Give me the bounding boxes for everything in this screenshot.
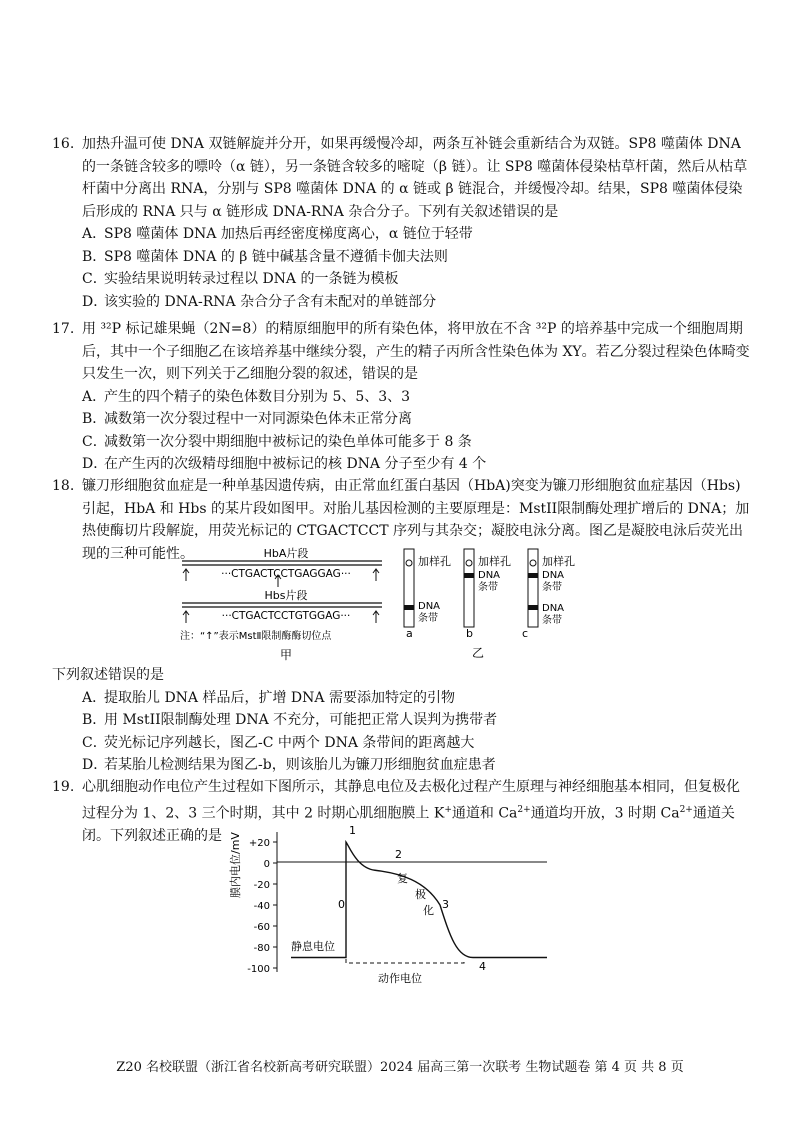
- band-label-b-1: DNA: [478, 570, 501, 581]
- question-16: [52, 133, 752, 313]
- question-18-options: [52, 664, 752, 777]
- chart-ylabel: 膜内电位/mV: [229, 832, 242, 898]
- question-17: [52, 318, 752, 476]
- band-label-c-lower-2: 条带: [542, 615, 562, 626]
- hbs-label: Hbs片段: [264, 589, 308, 602]
- chart-yticks: [247, 838, 277, 975]
- ytick-label: -60: [253, 922, 270, 933]
- dna-band-a: [404, 605, 414, 610]
- ytick-label: +20: [248, 838, 270, 849]
- question-16-option-b[interactable]: B．SP8 噬菌体 DNA 的 β 链中碱基含量不遵循卡伽夫法则: [82, 248, 448, 265]
- question-16-stem: [52, 133, 752, 223]
- question-16-option-d[interactable]: D．该实验的 DNA-RNA 杂合分子含有未配对的单链部分: [82, 293, 437, 310]
- question-17-option-b[interactable]: B．减数第一次分裂过程中一对同源染色体未正常分离: [82, 411, 412, 427]
- action-potential-bracket: [346, 959, 464, 963]
- figure-jia-note: 注：“↑”表示MstⅡ限制酶酶切位点: [180, 631, 332, 642]
- band-label-c-upper-1: DNA: [542, 570, 565, 581]
- question-17-stem: [52, 318, 752, 386]
- band-label-c-upper-2: 条带: [542, 582, 562, 593]
- phase-4-label: 4: [479, 960, 486, 973]
- question-17-option-c[interactable]: C．减数第一次分裂中期细胞中被标记的染色单体可能多于 8 条: [82, 433, 472, 450]
- question-18-number: 18.: [52, 478, 75, 494]
- figure-jia-svg: [176, 545, 416, 663]
- figure-yi-svg: [398, 545, 598, 665]
- figure-yi-caption: 乙: [471, 646, 485, 660]
- lane-label-a: a: [406, 627, 413, 640]
- hba-label: HbA片段: [263, 547, 309, 560]
- phase-2-label: 2: [395, 848, 402, 861]
- well-label-a: 加样孔: [418, 555, 451, 568]
- question-16-text: 加热升温可使 DNA 双链解旋并分开，如果再缓慢冷却，两条互补链会重新结合为双链。SP8 噬菌体 DNA 的一条链含较多的嘌呤（α 链），另一条链含较多的嘧啶（β 链）。让 SP8 噬菌体侵染枯草杆菌，然后从枯草杆菌中分离出 RNA，分别与 SP8 噬菌体 DNA 的 α 链或 β 链混合，并缓慢冷却。结果，SP8 噬菌体侵染后形成的 RNA 只与 α 链形成 DNA-RNA 杂合分子。下列有关叙述错误的是: [82, 136, 748, 220]
- well-label-c: 加样孔: [542, 555, 575, 568]
- hba-sequence: ···CTGACTCCTGAGGAG···: [221, 568, 351, 580]
- question-19-number: 19.: [52, 779, 75, 795]
- question-18-option-c[interactable]: C．荧光标记序列越长，图乙-C 中两个 DNA 条带间的距离越大: [82, 734, 475, 751]
- question-19-stem: 19. 心肌细胞动作电位产生过程如下图所示，其静息电位及去极化过程产生原理与神经细胞基本相同，但复极化过程分为 1、2、3 三个时期，其中 2 时期心肌细胞膜上 K+通道和 $Ca^{2+}$通道均开放，3 时期 $Ca^{2+}$通道关闭。下列叙述正确的是: [82, 776, 752, 847]
- resting-potential-label: 静息电位: [291, 940, 335, 953]
- question-16-option-a[interactable]: A．SP8 噬菌体 DNA 加热后再经密度梯度离心，α 链位于轻带: [82, 226, 473, 242]
- band-label-b-2: 条带: [478, 582, 498, 593]
- question-16-option-c[interactable]: C．实验结果说明转录过程以 DNA 的一条链为模板: [82, 271, 399, 287]
- action-potential-chart: [225, 826, 555, 995]
- dna-band-c-lower: [528, 605, 538, 610]
- cut-site-arrow-icon: [183, 569, 189, 581]
- question-17-option-a[interactable]: A．产生的四个精子的染色体数目分别为 5、5、3、3: [82, 388, 411, 405]
- question-18-option-b[interactable]: B．用 MstII限制酶处理 DNA 不充分，可能把正常人误判为携带者: [82, 712, 498, 728]
- cut-site-arrow-icon: [373, 611, 379, 623]
- repol-char-3: 化: [423, 904, 434, 917]
- lane-label-b: b: [466, 627, 473, 640]
- repol-char-1: 复: [397, 872, 408, 885]
- action-potential-svg: [225, 826, 555, 991]
- question-18-option-a[interactable]: A．提取胎儿 DNA 样品后，扩增 DNA 需要添加特定的引物: [82, 689, 455, 706]
- question-17-text: 用 ³²P 标记雄果蝇（2N=8）的精原细胞甲的所有染色体，将甲放在不含 ³²P 的培养基中完成一个细胞周期后，其中一个子细胞乙在该培养基中继续分裂，产生的精子丙所含性染色体为 XY。若乙分裂过程染色体畸变只发生一次，则下列关于乙细胞分裂的叙述，错误的是: [82, 321, 750, 382]
- ytick-label: -40: [253, 901, 270, 912]
- action-potential-label: 动作电位: [378, 972, 422, 985]
- cut-site-arrow-icon: [183, 611, 189, 623]
- dna-band-c-upper: [528, 573, 538, 578]
- lane-label-c: c: [522, 627, 529, 640]
- hbs-sequence: ···CTGACTCCTGTGGAG···: [221, 610, 351, 622]
- ytick-label: -100: [247, 964, 270, 975]
- dna-band-b: [464, 573, 474, 578]
- phase-1-label: 1: [349, 826, 356, 837]
- gel-lane-b: [464, 549, 474, 627]
- question-18-lead: 下列叙述错误的是: [52, 667, 164, 683]
- band-label-c-lower-1: DNA: [542, 603, 565, 614]
- question-18-text: 镰刀形细胞贫血症是一种单基因遗传病，由正常血红蛋白基因（HbA)突变为镰刀形细胞贫血症基因（Hbs)引起，HbA 和 Hbs 的某片段如图甲。对胎儿基因检测的主要原理是：MstII限制酶处理扩增后的 DNA；加热使酶切片段解旋，用荧光标记的 CTGACTCCT 序列与其杂交；凝胶电泳分离。图乙是凝胶电泳后荧光出现的三种可能性。: [82, 478, 750, 562]
- phase-0-label: 0: [338, 898, 345, 911]
- question-17-number: 17.: [52, 321, 75, 337]
- well-label-b: 加样孔: [478, 555, 511, 568]
- gel-lane-a: [404, 549, 414, 627]
- ytick-label: -20: [253, 880, 270, 891]
- band-label-a-1: DNA: [418, 601, 441, 612]
- ytick-label: -80: [253, 943, 270, 954]
- band-label-a-2: 条带: [418, 613, 438, 624]
- phase-3-label: 3: [442, 898, 449, 911]
- repol-char-2: 极: [415, 888, 426, 901]
- question-18-option-d[interactable]: D．若某胎儿检测结果为图乙-b，则该胎儿为镰刀形细胞贫血症患者: [82, 757, 496, 773]
- gel-lane-c: [528, 549, 538, 627]
- question-17-option-d[interactable]: D．在产生丙的次级精母细胞中被标记的核 DNA 分子至少有 4 个: [82, 456, 487, 472]
- question-16-number: 16.: [52, 136, 75, 152]
- figure-jia-caption: 甲: [279, 648, 293, 662]
- cut-site-arrow-icon: [373, 569, 379, 581]
- figure-jia: [176, 545, 416, 667]
- ytick-label: 0: [263, 859, 270, 870]
- figure-yi: [398, 545, 598, 669]
- page-footer: Z20 名校联盟（浙江省名校新高考研究联盟）2024 届高三第一次联考 生物试题卷 第 4 页 共 8 页: [116, 1060, 684, 1075]
